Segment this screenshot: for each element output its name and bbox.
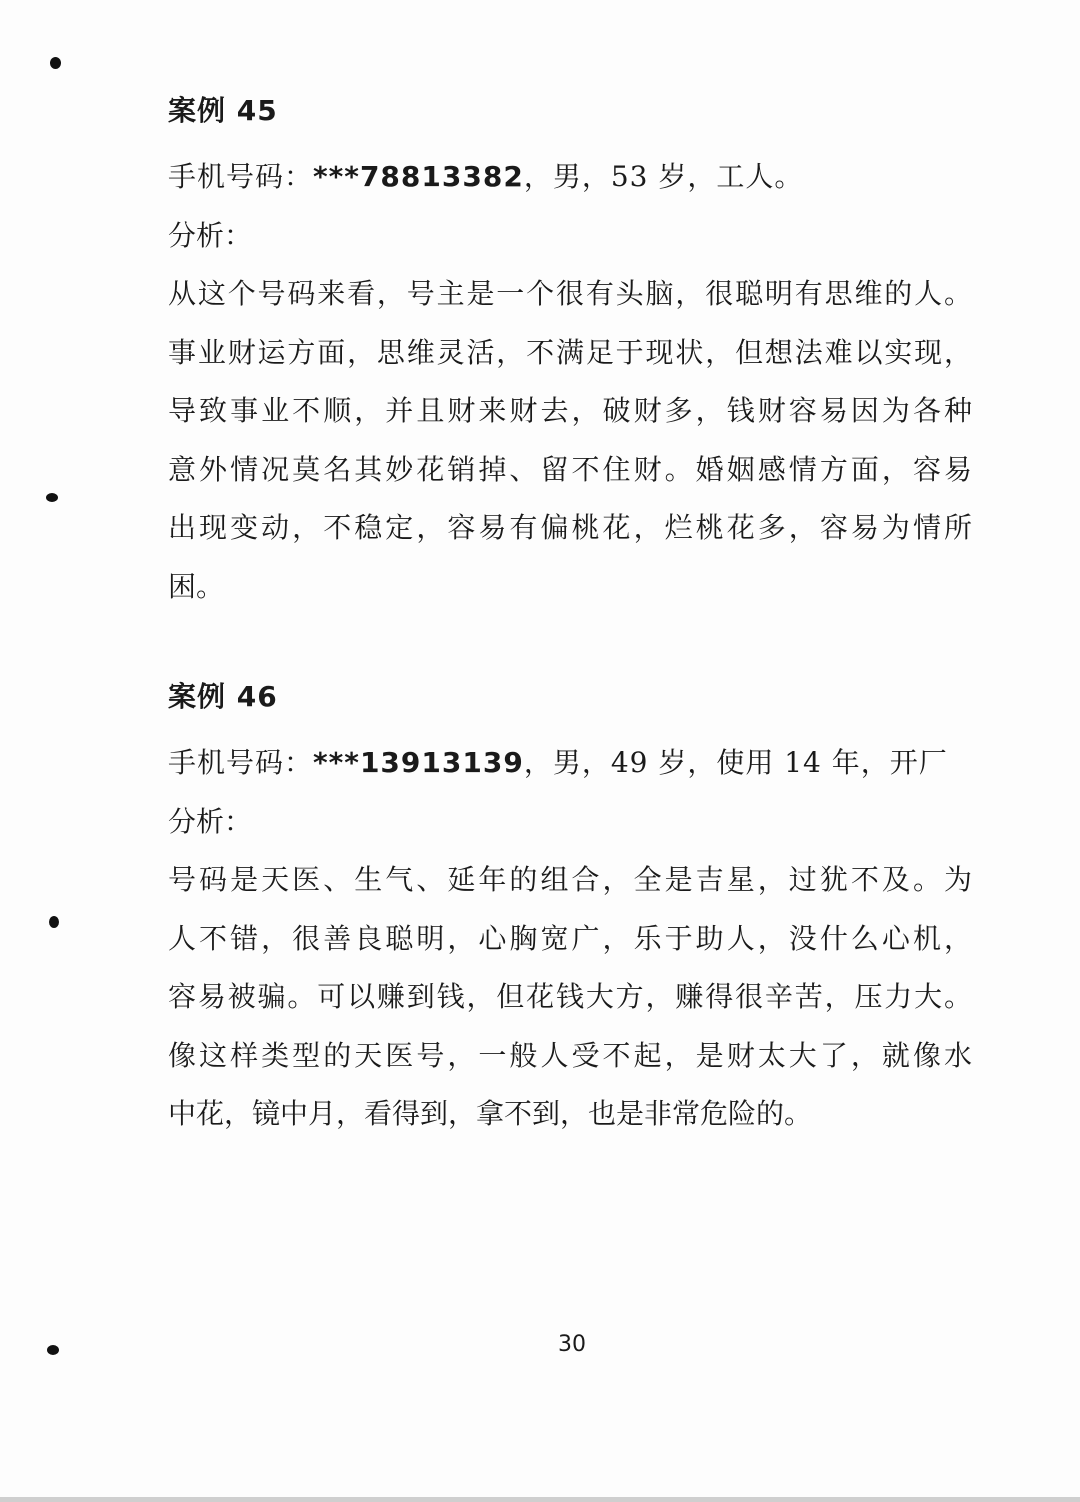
phone-info-line (168, 148, 978, 207)
phone-label: 手机号码： (168, 160, 314, 193)
phone-details: ，男，49 岁，使用 14 年，开厂 (523, 746, 948, 779)
analysis-line: 出现变动，不稳定，容易有偏桃花，烂桃花多，容易为情所 (168, 511, 972, 544)
analysis-line: 中花，镜中月，看得到，拿不到，也是非常危险的。 (168, 1097, 813, 1130)
phone-number: ***13913139 (313, 746, 524, 779)
analysis-paragraph (168, 265, 978, 616)
analysis-paragraph (168, 851, 978, 1144)
analysis-line: 导致事业不顺，并且财来财去，破财多，钱财容易因为各种 (168, 394, 972, 427)
analysis-label: 分析： (168, 218, 253, 252)
case-46 (168, 674, 978, 1144)
phone-number: ***78813382 (313, 160, 524, 193)
phone-info-line (168, 734, 978, 793)
case-title: 案例 46 (168, 680, 278, 713)
analysis-line: 号码是天医、生气、延年的组合，全是吉星，过犹不及。为 (168, 863, 972, 896)
analysis-line: 人不错，很善良聪明，心胸宽广，乐于助人，没什么心机， (168, 921, 972, 955)
analysis-line: 事业财运方面，思维灵活，不满足于现状，但想法难以实现， (168, 335, 972, 369)
page-content (168, 88, 978, 1144)
analysis-label: 分析： (168, 804, 253, 838)
punch-hole-mark (49, 916, 59, 928)
phone-details: ，男，53 岁，工人。 (523, 160, 804, 193)
punch-hole-mark (50, 57, 61, 69)
analysis-line: 从这个号码来看，号主是一个很有头脑，很聪明有思维的人。 (168, 277, 972, 310)
phone-label: 手机号码： (168, 746, 314, 779)
analysis-line: 容易被骗。可以赚到钱，但花钱大方，赚得很辛苦，压力大。 (168, 980, 972, 1013)
analysis-line: 困。 (168, 569, 225, 603)
bottom-edge (0, 1497, 1080, 1502)
case-title: 案例 45 (168, 94, 278, 127)
analysis-line: 意外情况莫名其妙花销掉、留不住财。婚姻感情方面，容易 (168, 452, 972, 486)
case-45 (168, 88, 978, 616)
punch-hole-mark (46, 493, 58, 502)
page-number: 30 (558, 1332, 586, 1357)
analysis-line: 像这样类型的天医号，一般人受不起，是财太大了，就像水 (168, 1038, 972, 1072)
